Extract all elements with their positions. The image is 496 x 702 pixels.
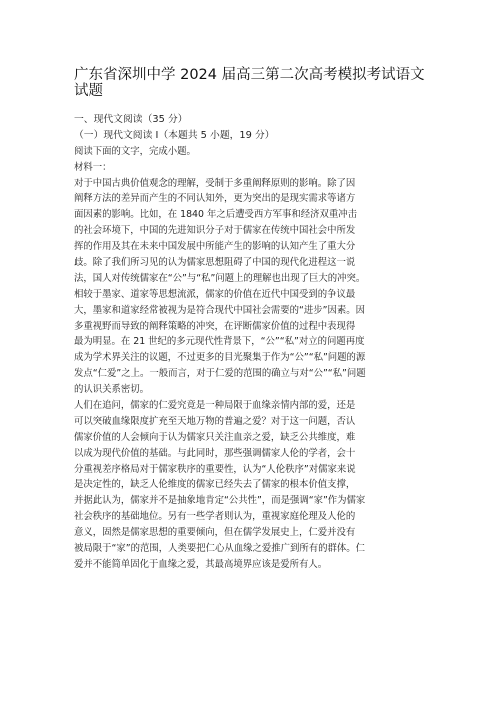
title-line: 广东省深圳中学 2024 届高三第二次高考模拟考试语文 — [74, 67, 425, 83]
title-line: 试题 — [74, 82, 103, 99]
paragraph-line: 可以突破血缘限度扩充至天地万物的普遍之爱？对于这一问题，否认 — [74, 415, 356, 427]
paragraph-line: 分重视差序格局对于儒家秩序的重要性，认为“人伦秩序”对儒家来说 — [74, 463, 356, 475]
paragraph-line: 是决定性的，缺乏人伦维度的儒家已经失去了儒家的根本价值支撑， — [74, 479, 356, 491]
paragraph-line: 人们在追问，儒家的仁爱究竟是一种局限于血缘亲情内部的爱，还是 — [74, 400, 356, 412]
paragraph-line: 阐释方法的差异而产生的不同认知外，更为突出的是现实需求等诸方 — [74, 193, 356, 205]
material-label: 材料一： — [74, 161, 112, 173]
paragraph-line: 对于中国古典价值观念的理解，受制于多重阐释原则的影响。除了因 — [74, 177, 356, 189]
paragraph-line: 以成为现代价值的基础。与此同时，那些强调儒家人伦的学者，会十 — [74, 447, 356, 459]
paragraph-line: 儒家价值的人会倾向于认为儒家只关注血亲之爱，缺乏公共维度，难 — [74, 431, 356, 443]
paragraph-line: 意义，固然是儒家思想的重要倾向，但在儒学发展史上，仁爱并没有 — [74, 527, 356, 539]
paragraph-line: 挥的作用及其在未来中国发展中所能产生的影响的认知产生了重大分 — [74, 241, 356, 253]
document-body — [74, 112, 424, 573]
instruction-text: 阅读下面的文字，完成小题。 — [74, 145, 196, 157]
document-title — [74, 64, 434, 99]
paragraph-line: 相较于墨家、道家等思想流派，儒家的价值在近代中国受到的争议最 — [74, 288, 356, 300]
paragraph-line: 社会秩序的基础地位。另有一些学者则认为，重视家庭伦理及人伦的 — [74, 511, 356, 523]
paragraph-line: 面因素的影响。比如，在 1840 年之后遭受西方军事和经济双重冲击 — [74, 209, 357, 221]
paragraph-line: 的认识关系密切。 — [74, 384, 150, 396]
paragraph-line: 的社会环境下，中国的先进知识分子对于儒家在传统中国社会中所发 — [74, 225, 356, 237]
paragraph-line: 歧。除了我们所习见的认为儒家思想阻碍了中国的现代化进程这一说 — [74, 257, 356, 269]
paragraph-line: 法，国人对传统儒家在“公”与“私”问题上的理解也出现了巨大的冲突。 — [74, 272, 366, 284]
paragraph-line: 发点“仁爱”之上。一般而言，对于仁爱的范围的确立与对“公”“私”问题 — [74, 368, 366, 380]
paragraph-line: 多重视野而导致的阐释策略的冲突，在评断儒家价值的过程中表现得 — [74, 320, 356, 332]
section-heading: 一、现代文阅读（35 分） — [74, 114, 188, 125]
subsection-heading: （一）现代文阅读 I（本题共 5 小题，19 分） — [74, 129, 275, 141]
paragraph-line: 被局限于“家”的范围，人类要把仁心从血缘之爱推广到所有的群体。仁 — [74, 543, 365, 555]
paragraph-line: 成为学术界关注的议题，不过更多的目光聚集于作为“公”“私”问题的源 — [74, 352, 366, 364]
paragraph-line: 最为明显。在 21 世纪的多元现代性背景下，“公”“私”对立的问题再度 — [74, 336, 365, 348]
paragraph-line: 并据此认为，儒家并不是抽象地肯定“公共性”，而是强调“家”作为儒家 — [74, 495, 366, 507]
paragraph-line: 爱并不能简单固化于血缘之爱，其最高境界应该是爱所有人。 — [74, 558, 328, 570]
paragraph-line: 大，墨家和道家经常被视为是符合现代中国社会需要的“进步”因素。因 — [74, 304, 365, 316]
